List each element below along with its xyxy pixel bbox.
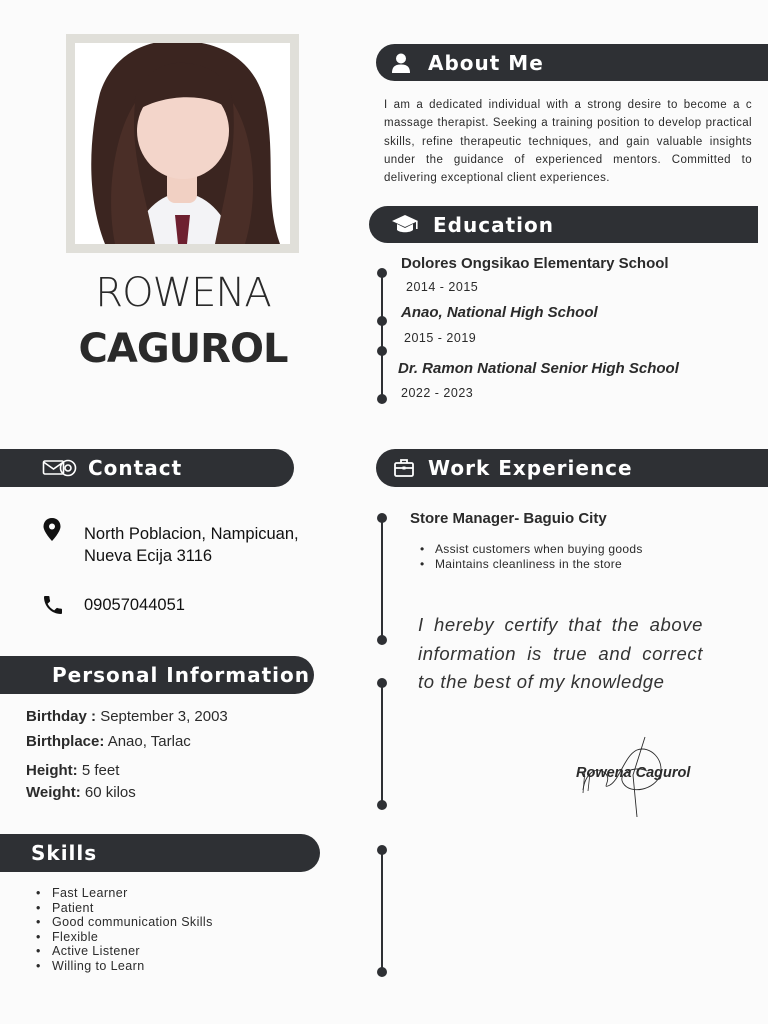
timeline-dot (377, 845, 387, 855)
education-years: 2022 - 2023 (401, 386, 474, 400)
signature-name: Rowena Cagurol (576, 765, 691, 781)
work-banner (376, 449, 768, 487)
skill-item: • Patient (36, 901, 213, 916)
birthday-row (26, 708, 228, 725)
skills-title: Skills (31, 841, 98, 865)
contact-title: Contact (88, 456, 183, 480)
weight-label: Weight: (26, 784, 81, 801)
skills-banner (0, 834, 320, 872)
address-line-1: North Poblacion, Nampicuan, (84, 525, 299, 543)
duty-item: • Maintains cleanliness in the store (420, 557, 643, 572)
certification-statement: I hereby certify that the above information is true and correct to the best of my knowledge (418, 614, 703, 692)
skill-item: • Active Listener (36, 944, 213, 959)
person-icon (390, 52, 412, 74)
timeline-dot (377, 967, 387, 977)
education-timeline (381, 274, 383, 398)
graduation-cap-icon (391, 213, 419, 235)
timeline-dot (377, 635, 387, 645)
timeline-dot (377, 678, 387, 688)
contact-email-icon (42, 456, 78, 480)
education-school: Dolores Ongsikao Elementary School (401, 255, 669, 272)
timeline-dot (377, 800, 387, 810)
profile-photo (75, 43, 290, 244)
job-title: Store Manager- Baguio City (410, 510, 607, 527)
height-value: 5 feet (81, 762, 120, 779)
briefcase-icon (393, 457, 415, 479)
timeline-dot (377, 346, 387, 356)
birthday-label: Birthday : (26, 708, 97, 725)
skills-list (36, 886, 213, 974)
about-banner (376, 44, 768, 81)
height-label: Height: (26, 762, 78, 779)
about-text: I am a dedicated individual with a strong desire to become a c massage therapist. Seeking a training position to develop practical skills, refine therapeutic techniques, and gain valuable insights under the guidance of experienced mentors. Committed to delivering exceptional client experiences. (384, 99, 752, 185)
about-title: About Me (428, 50, 544, 75)
phone-icon (40, 593, 66, 617)
last-name: CAGUROL (78, 326, 288, 372)
personal-info-title: Personal Information (52, 663, 310, 687)
work-timeline (381, 850, 383, 972)
weight-value: 60 kilos (84, 784, 136, 801)
duties-list (420, 542, 643, 572)
education-school: Dr. Ramon National Senior High School (398, 360, 679, 377)
birthday-value: September 3, 2003 (100, 708, 228, 725)
weight-row (26, 784, 136, 801)
education-banner (369, 206, 758, 243)
first-name: ROWENA (95, 270, 271, 316)
personal-info-banner (0, 656, 314, 694)
timeline-dot (377, 316, 387, 326)
education-years: 2014 - 2015 (406, 280, 479, 294)
birthplace-row (26, 733, 191, 750)
skill-item: • Fast Learner (36, 886, 213, 901)
skill-item: • Willing to Learn (36, 959, 213, 974)
education-title: Education (433, 212, 554, 237)
work-timeline (381, 518, 383, 640)
duty-item: • Assist customers when buying goods (420, 542, 643, 557)
birthplace-value: Anao, Tarlac (107, 733, 191, 750)
phone-number: 09057044051 (84, 596, 185, 614)
education-years: 2015 - 2019 (404, 331, 477, 345)
timeline-dot (377, 394, 387, 404)
timeline-dot (377, 268, 387, 278)
work-title: Work Experience (428, 456, 633, 480)
work-timeline (381, 683, 383, 805)
education-school: Anao, National High School (401, 304, 598, 321)
location-pin-icon (43, 518, 61, 542)
height-row (26, 762, 119, 779)
skill-item: • Flexible (36, 930, 213, 945)
contact-banner (0, 449, 294, 487)
skill-item: • Good communication Skills (36, 915, 213, 930)
timeline-dot (377, 513, 387, 523)
birthplace-label: Birthplace: (26, 733, 105, 750)
address-line-2: Nueva Ecija 3116 (84, 547, 213, 565)
